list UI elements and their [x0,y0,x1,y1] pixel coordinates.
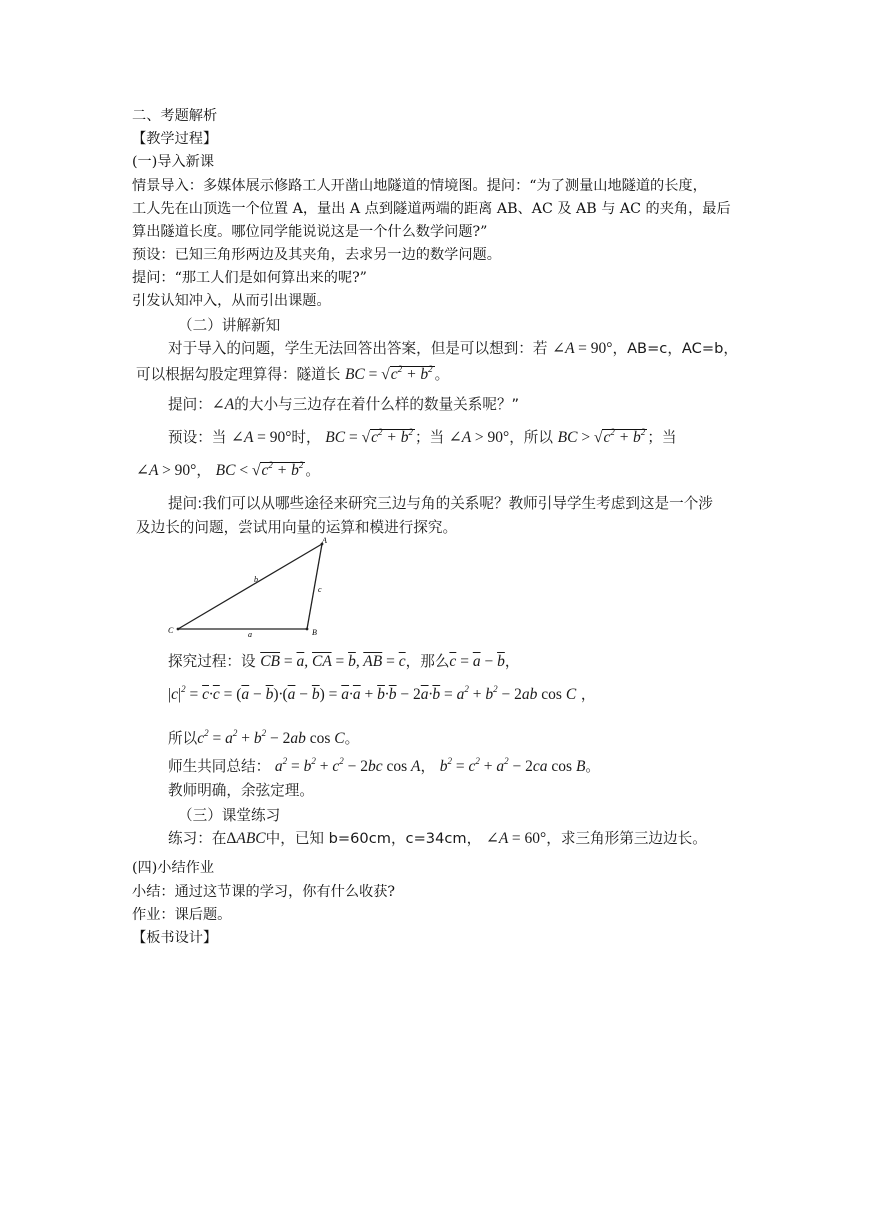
formula-bc-gt-sqrt: BC > $√c^2 + b^2$ [557,427,646,446]
formula-bc-lt-sqrt: BC < $√c^2 + b^2$ [215,460,304,479]
formula-law-of-cosines-a: $a^2 = b^2 + c^2 - 2bc$ cos A [274,756,421,775]
explore-line: 探究过程：设 $\overline{CB} = \overline{a}$, $\overline{CA} = \overline{b}$, $\overline{AB} = \overline{c}$，那么$\overline{c} = \overline{a} - \overline{b}$， [168,653,520,670]
formula-angle-a-60: ∠A = 60° [485,830,547,847]
summary-text-b: 。 [585,758,601,775]
preset-2-text-f: 。 [305,462,320,479]
teaching-process-heading: 【教学过程】 [132,131,218,147]
summary-text: 小结：通过这节课的学习，你有什么收获? [132,884,395,900]
intro-line-1: 情景导入：多媒体展示修路工人开凿山地隧道的情境图。提问：“为了测量山地隧道的长度， [132,178,707,194]
p2-line-2-text-a: 可以根据勾股定理算得：隧道长 [136,366,341,383]
intro-line-2: 工人先在山顶选一个位置 A，量出 A 点到隧道两端的距离 AB、AC 及 AB 与 AC 的夹角，最后 [132,201,731,217]
vertex-b-label: B [312,628,317,637]
vertex-a-label: A [322,536,327,545]
vertex-c-point [177,628,180,631]
so-line [168,729,359,749]
question-1: 提问：“那工人们是如何算出来的呢?” [132,270,367,286]
formula-angle-gt-90: ∠A > 90° [448,429,510,446]
so-text-a: 所以 [168,730,198,747]
preset-2-text-a: 预设：当 [168,429,227,446]
intro-line-3: 算出隧道长度。哪位同学能说说这是一个什么数学问题?” [132,224,488,240]
exercise-text-a: 练习：在 [168,830,227,847]
vector-derivation: $|c|^2 = \overline{c}\cdot\overline{c} = (\overline{a} - \overline{b})\cdot(\overline{a} - \overline{b}) = \overline{a}\cdot\overline{a} + \overline{b}\cdot\overline{b} - 2\overline{a}\cdot\overline{b} = a^2 + b^2 - 2ab$ cos C ， [168,684,596,703]
formula-angle-eq-90: ∠A = 90° [231,429,292,446]
preset-2-text-e: ；当 [647,429,677,446]
p2-line-1-text-a: 对于导入的问题，学生无法回答出答案，但是可以想到：若 [168,340,548,357]
preset-2-text-d: ，所以 [509,429,553,446]
preset-2-line-1 [168,428,677,448]
formula-bc-sqrt: BC = $√c^2 + b^2$ [344,364,433,383]
preset-2-text-b: 时， [291,429,321,446]
formula-angle-a: ∠A [211,396,235,413]
ask-2-text-b: 的大小与三边存在着什么样的数量关系呢？” [234,396,520,413]
side-a-label: a [248,630,252,639]
lead-line: 引发认知冲入，从而引出课题。 [132,293,331,309]
ask-3-line-1: 提问:我们可以从哪些途径来研究三边与角的关系呢？教师引导学生考虑到这是一个涉 [168,495,713,512]
homework-text: 作业：课后题。 [132,907,232,923]
part3-heading: （三）课堂练习 [178,807,281,824]
ask-3-line-2: 及边长的问题，尝试用向量的运算和模进行探究。 [136,519,458,536]
formula-law-of-cosines-b: $b^2 = c^2 + a^2 - 2ca$ cos B [439,756,586,775]
formula-c-eq-a-minus-b: $\overline{c} = \overline{a} - \overline{b}$ [449,653,505,670]
side-b-label: b [254,575,258,584]
part4-heading: (四)小结作业 [132,860,215,876]
preset-2-text-c: ；当 [414,429,445,446]
preset-1: 预设：已知三角形两边及其夹角，去求另一边的数学问题。 [132,247,501,263]
formula-angle-gt-90-b: ∠A > 90° [136,462,197,479]
p2-line-1-text-b: ，AB=c，AC=b， [612,340,738,357]
ask-2-text-a: 提问： [168,396,212,413]
formula-law-of-cosines-c: $c^2 = a^2 + b^2 - 2ab$ cos C [197,728,345,747]
board-design-heading: 【板书设计】 [132,930,218,946]
formula-triangle-abc: ΔABC [226,830,266,847]
clarify-line: 教师明确，余弦定理。 [168,782,314,799]
p2-line-1 [168,339,738,359]
exercise-text-c: ，求三角形第三边边长。 [546,830,707,847]
explore-text-b: ，那么 [405,653,450,670]
p2-line-2-text-b: 。 [434,366,450,383]
explore-text-a: 探究过程：设 [168,653,256,670]
preset-2-line-2: ∠A > 90°， BC < $√c^2 + b^2$ 。 [136,460,320,479]
side-b [178,544,322,629]
triangle-figure [166,534,346,642]
exercise-line [168,829,707,849]
formula-c-squared-expansion: $|c|^2 = \overline{c}\cdot\overline{c} = (\overline{a} - \overline{b})\cdot(\overline{a} - \overline{b}) = \overline{a}\cdot\overline{a} + \overline{b}\cdot\overline{b} - 2\overline{a}\cdot\overline{b} = a^2 + b^2 - 2ab$ cos C [168,684,577,703]
formula-vector-defs: $\overline{CB} = \overline{a}$, $\overline{CA} = \overline{b}$, $\overline{AB} = \overline{c}$ [260,653,406,670]
part1-heading: (一)导入新课 [132,154,215,170]
summary-line: 师生共同总结： $a^2 = b^2 + c^2 - 2bc$ cos A， $b^2 = c^2 + a^2 - 2ca$ cos B。 [168,756,601,775]
formula-bc-eq-sqrt: BC = $√c^2 + b^2$ [325,427,413,446]
side-c-label: c [318,585,322,594]
summary-text-a: 师生共同总结： [168,758,271,775]
section-title: 二、考题解析 [132,108,218,124]
so-text-b: 。 [344,730,360,747]
vertex-c-label: C [168,626,174,635]
part2-heading: （二）讲解新知 [178,317,281,334]
ask-2 [168,395,519,415]
exercise-text-b: 中，已知 b=60cm，c=34cm， [265,830,482,847]
vertex-b-point [306,628,309,631]
p2-line-2 [136,365,449,385]
formula-angle-a-90: ∠A = 90° [552,340,613,357]
